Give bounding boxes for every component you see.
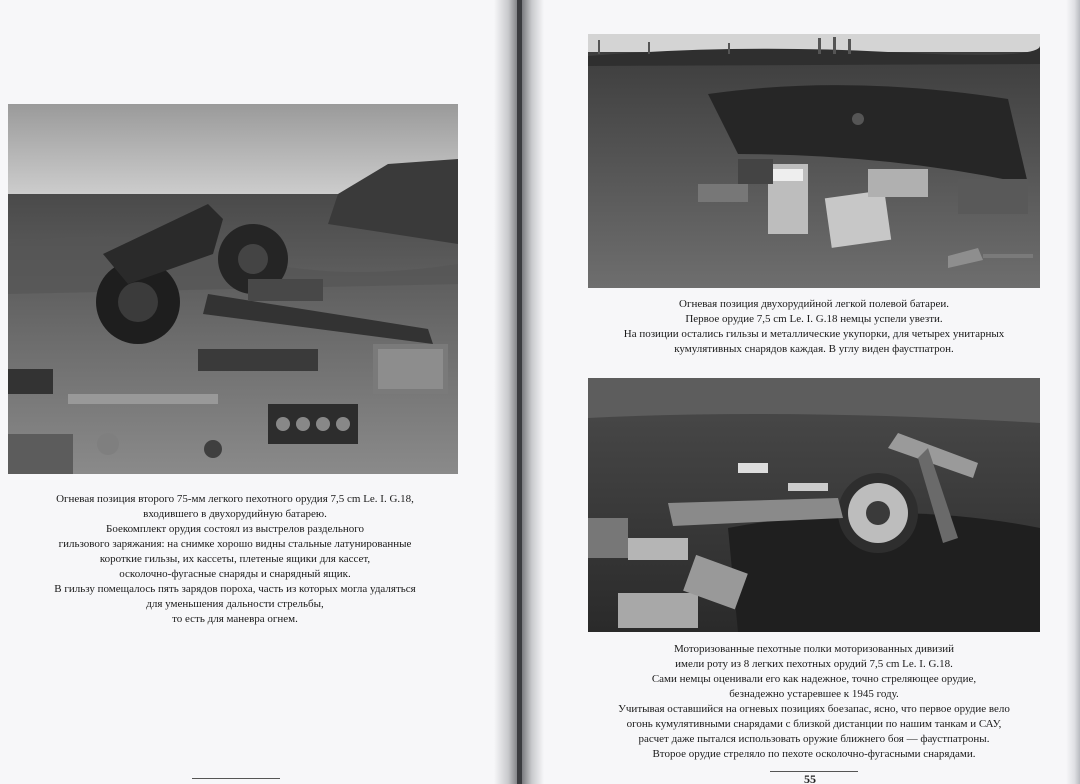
right-page xyxy=(522,0,1080,784)
caption-line: Моторизованные пехотные полки моторизованных дивизий xyxy=(673,643,955,655)
caption-line: Сами немцы оценивали его как надежное, точно стреляющее орудие, xyxy=(651,673,977,685)
caption-line: для уменьшения дальности стрельбы, xyxy=(146,598,324,610)
caption-line: то есть для маневра огнем. xyxy=(172,613,298,625)
bottom-photo-caption xyxy=(594,642,1034,762)
caption-line: имели роту из 8 легких пехотных орудий 7,5 cm Le. I. G.18. xyxy=(675,658,953,670)
left-footer-rule xyxy=(192,778,280,779)
caption-line: безнадежно устаревшее к 1945 году. xyxy=(729,688,899,700)
caption-line: расчет даже пытался использовать оружие ближнего боя — фаустпатроны. xyxy=(638,733,990,745)
caption-line: Первое орудие 7,5 cm Le. I. G.18 немцы успели увезти. xyxy=(685,313,943,325)
top-photo-caption xyxy=(594,297,1034,357)
wrecked-gun-in-pit-photo xyxy=(588,378,1040,632)
right-page-edge xyxy=(1066,0,1080,784)
caption-line: входившего в двухорудийную батарею. xyxy=(143,508,327,520)
caption-line: Боекомплект орудия состоял из выстрелов раздельного xyxy=(106,523,364,535)
two-gun-battery-position-photo xyxy=(588,34,1040,288)
caption-line: гильзового заряжания: на снимке хорошо видны стальные латунированные xyxy=(58,538,412,550)
caption-line: огонь кумулятивными снарядами с близкой дистанции по нашим танкам и САУ, xyxy=(626,718,1002,730)
caption-line: короткие гильзы, их кассеты, плетеные ящики для кассет, xyxy=(99,553,371,565)
page-number: 55 xyxy=(804,772,816,784)
caption-line: Огневая позиция второго 75-мм легкого пехотного орудия 7,5 cm Le. I. G.18, xyxy=(56,493,414,505)
caption-line: Второе орудие стреляло по пехоте осколочно-фугасными снарядами. xyxy=(652,748,976,760)
75mm-infantry-gun-position-photo xyxy=(8,104,458,474)
caption-line: осколочно-фугасные снаряды и снарядный ящик. xyxy=(119,568,351,580)
left-photo-caption xyxy=(20,492,450,627)
caption-line: Учитывая оставшийся на огневых позициях боезапас, ясно, что первое орудие вело xyxy=(618,703,1010,715)
right-gutter-shadow xyxy=(522,0,544,784)
caption-line: кумулятивных снарядов каждая. В углу виден фаустпатрон. xyxy=(674,343,954,355)
caption-line: Огневая позиция двухорудийной легкой полевой батареи. xyxy=(679,298,949,310)
caption-line: В гильзу помещалось пять зарядов пороха, часть из которых могла удаляться xyxy=(54,583,416,595)
caption-line: На позиции остались гильзы и металлические укупорки, для четырех унитарных xyxy=(623,328,1005,340)
left-page xyxy=(0,0,520,784)
